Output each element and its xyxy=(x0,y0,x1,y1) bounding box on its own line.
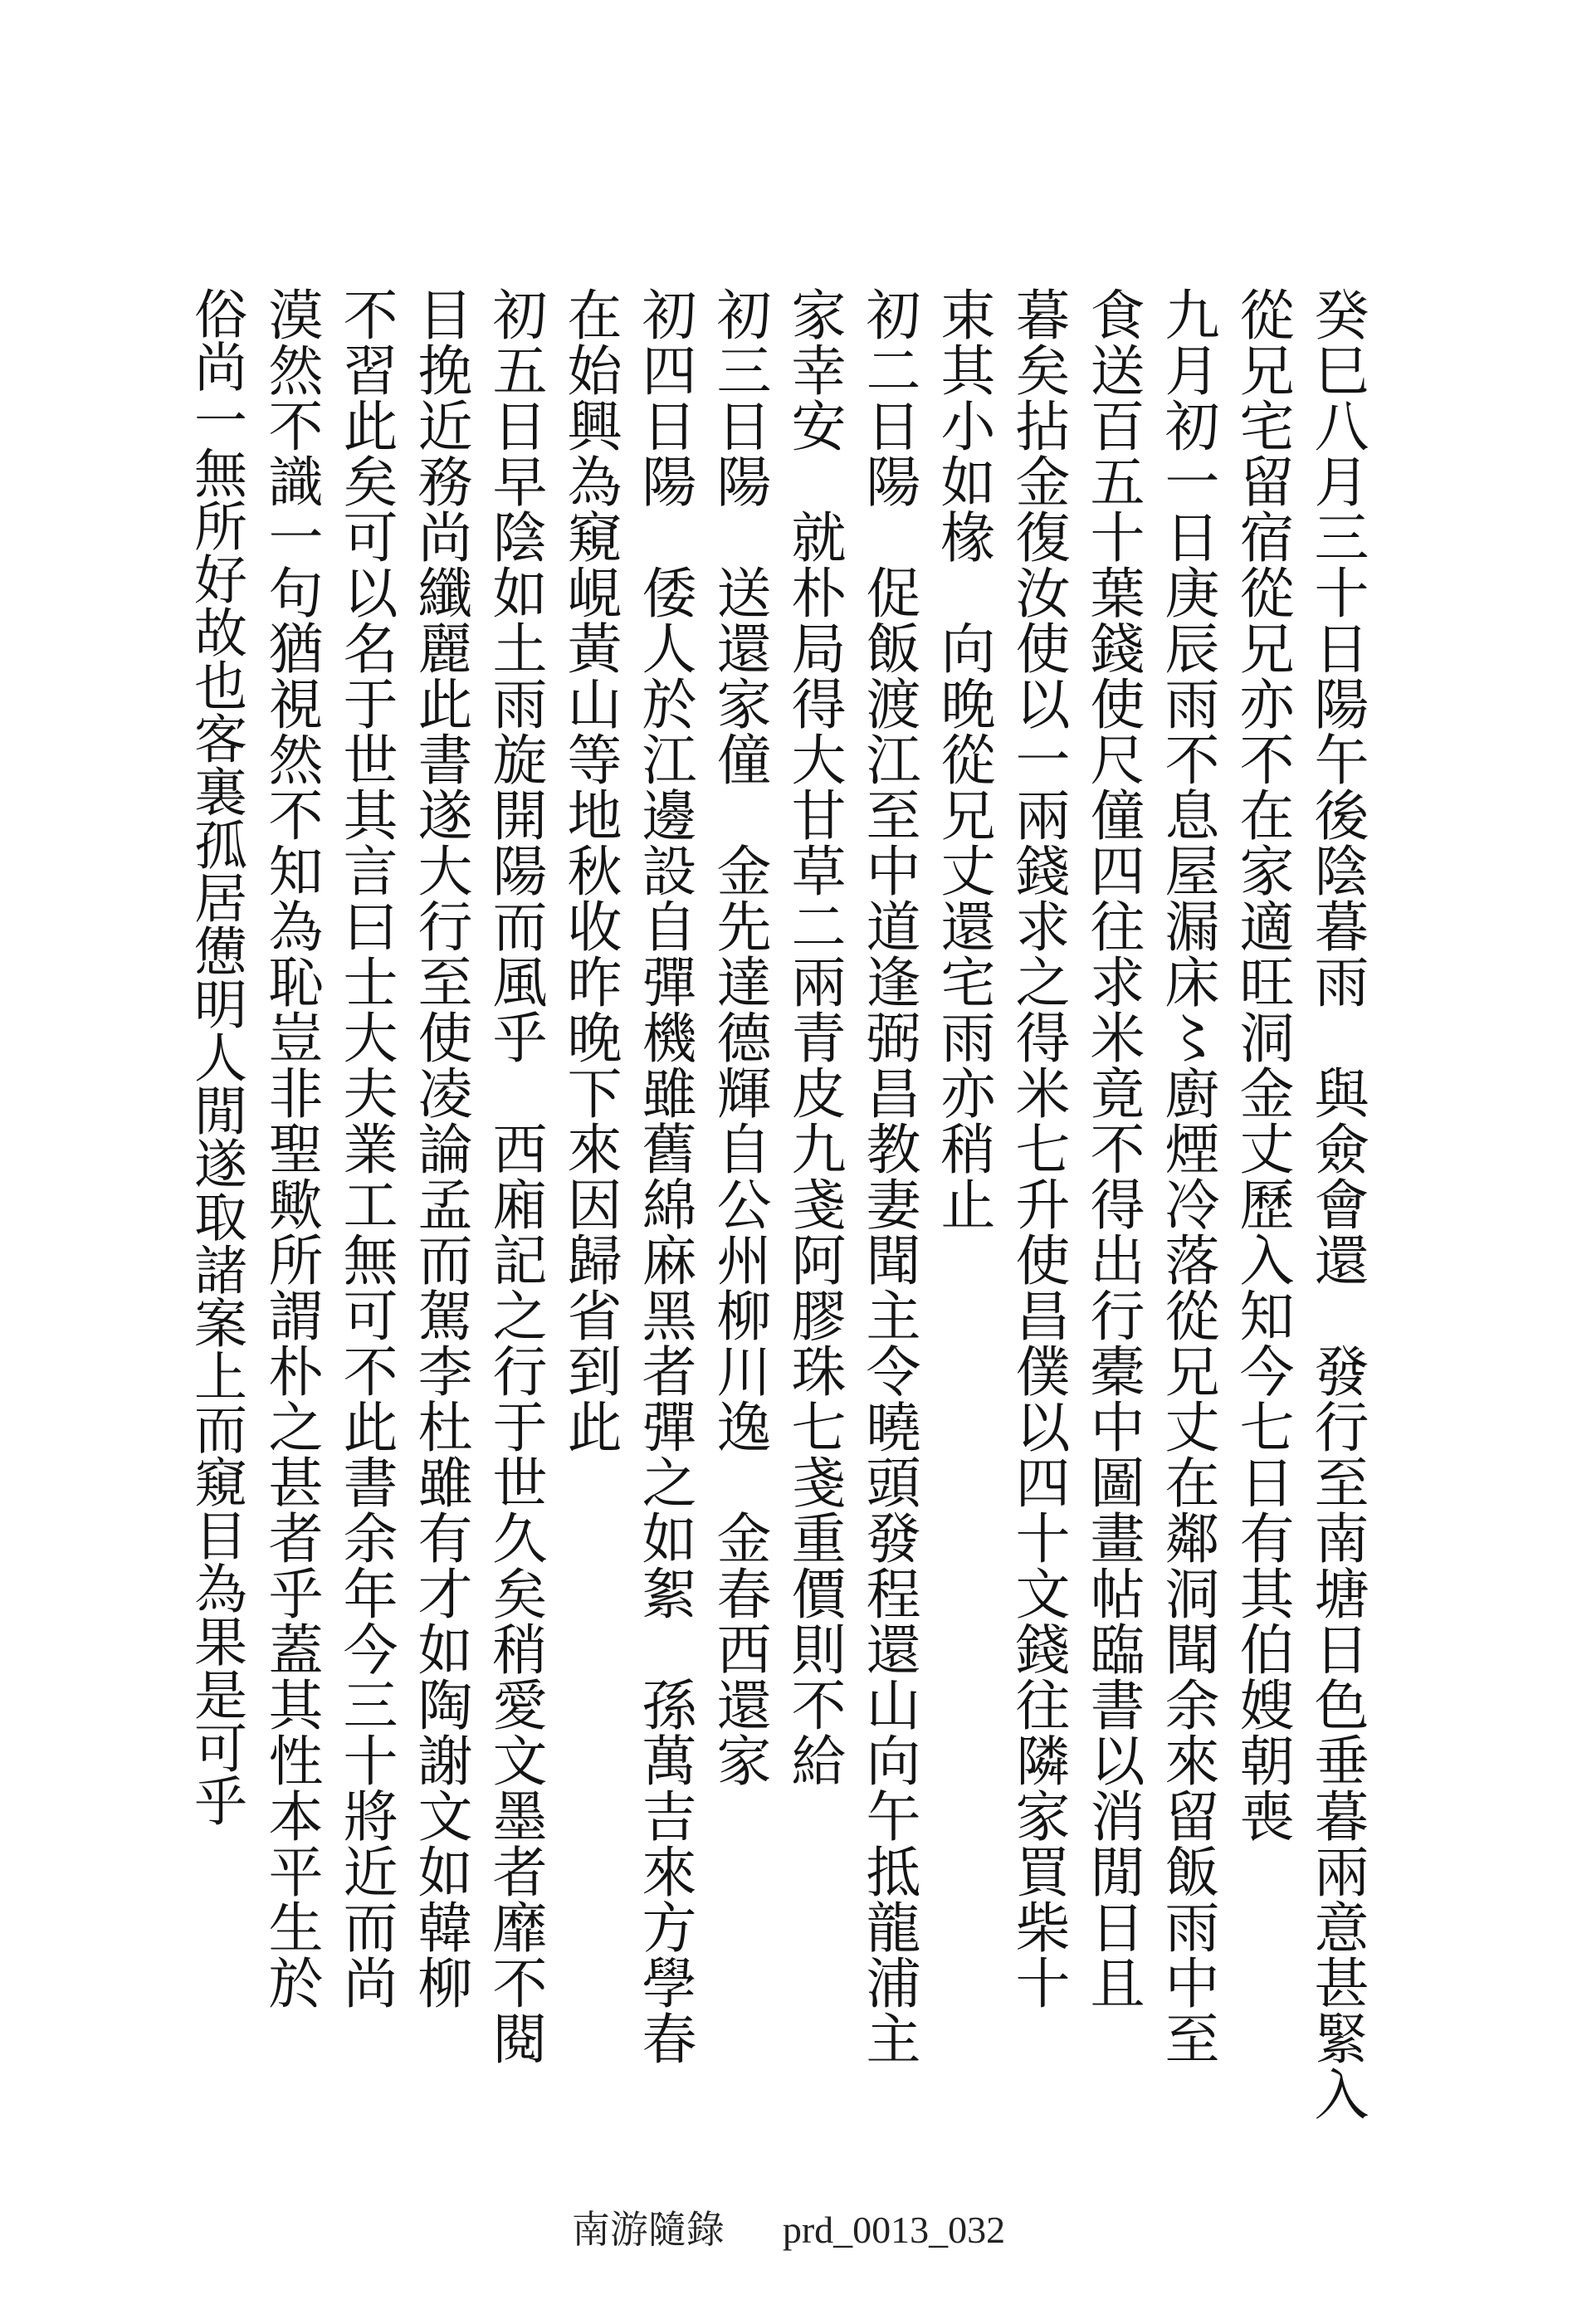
text-column: 初四日陽 倭人於江邊設自彈機雖舊綿麻黑者彈之如絮 孫萬吉來方學春 xyxy=(632,286,696,2066)
text-column: 在始興為窺峴黃山等地秋收昨晚下來因歸省到此 xyxy=(558,286,622,1454)
text-column: 癸巳八月三十日陽午後陰暮雨 與僉會還 發行至南塘日色垂暮兩意甚緊入 xyxy=(1305,286,1369,2121)
text-column: 不習此矣可以名于世其言曰士大夫業工無可不此書余年今三十將近而尚 xyxy=(334,286,398,2010)
text-column: 初三日陽 送還家僮 金先達德輝自公州柳川逸 金春西還家 xyxy=(707,286,771,1788)
text-column: 家幸安 就朴局得大甘草二兩青皮九戔阿膠珠七戔重價則不給 xyxy=(782,286,846,1788)
footer-title: 南游隨錄 xyxy=(571,2209,725,2251)
text-column: 初二日陽 促飯渡江至中道逢弼昌教妻聞主令曉頭發程還山向午抵龍浦主 xyxy=(857,286,920,2066)
text-column: 食送百五十葉錢使尺僮四往求米竟不得出行橐中圖畫帖臨書以消閒日且 xyxy=(1081,286,1145,2010)
manuscript-body xyxy=(185,286,1370,2121)
text-column: 漠然不識一句猶視然不知為恥豈非聖歟所謂朴之甚者乎蓋其性本平生於 xyxy=(259,286,323,2010)
text-column: 目挽近務尚纖麗此書遂大行至使凌論孟而駕李杜雖有才如陶謝文如韓柳 xyxy=(408,286,472,2010)
footer-page-code: prd_0013_032 xyxy=(782,2209,1006,2251)
text-column: 暮矣拈金復汝使以一兩錢求之得米七升使昌僕以四十文錢往隣家買柴十 xyxy=(1006,286,1070,2010)
text-column: 從兄宅留宿從兄亦不在家適旺洞金丈歷入知今七日有其伯嫂朝喪 xyxy=(1230,286,1294,1843)
text-column: 俗尚一無所好故也客裏孤居憊明人閒遂取諸案上而窺目為果是可乎 xyxy=(185,286,247,1827)
page-footer xyxy=(0,2200,1577,2254)
text-column: 九月初一日庚辰雨不息屋漏床〻廚煙冷落從兄丈在鄰洞聞余來留飯雨中至 xyxy=(1155,286,1219,2066)
text-column: 初五日早陰如土雨旋開陽而風乎 西廂記之行于世久矣稍愛文墨者靡不閱 xyxy=(483,286,547,2066)
text-column: 束其小如椽 向晚從兄丈還宅雨亦稍止 xyxy=(931,286,995,1232)
